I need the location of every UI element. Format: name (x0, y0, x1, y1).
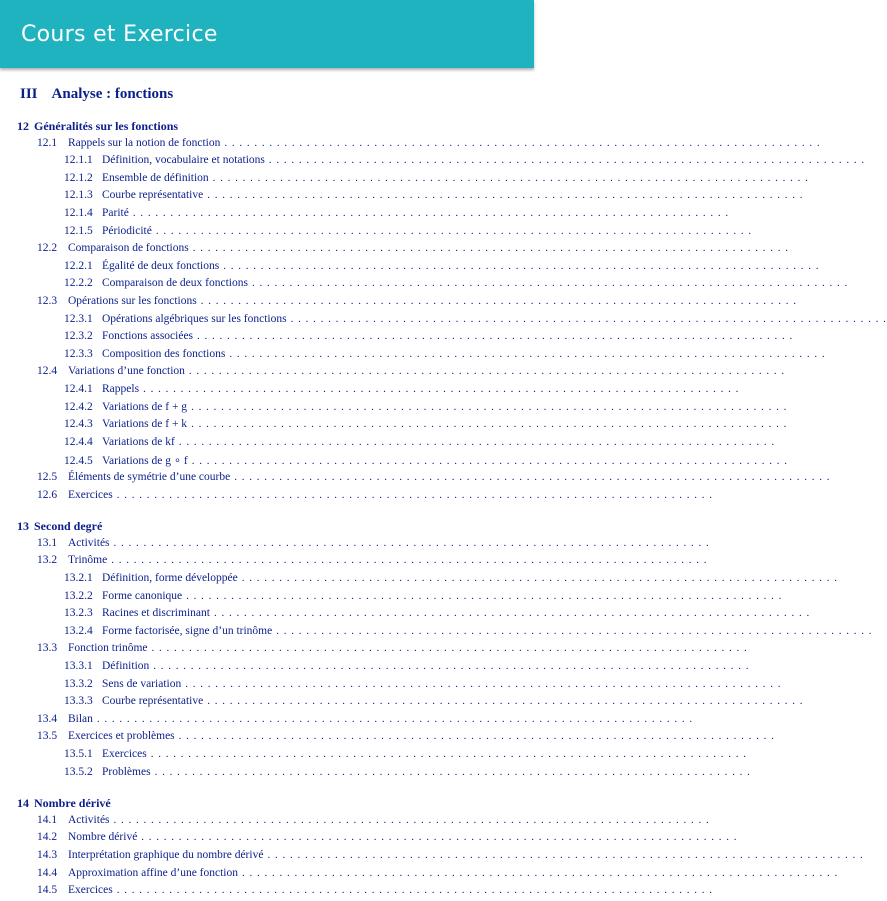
toc-section[interactable] (37, 136, 821, 154)
toc-title: Trinôme (68, 554, 108, 567)
app-bar (0, 0, 534, 68)
toc-leader-dots: . . . . . . . . . . . . . . . . . . . . . . . . . . . . . . . . . . . . . . . . . . . . . . . . . . . . . . . . . . . . . . . . . . . . . . . . . . . . . . . . (192, 242, 789, 255)
toc-title: Fonctions associées (102, 330, 194, 343)
toc-title: Composition des fonctions (102, 347, 226, 360)
toc-leader-dots: . . . . . . . . . . . . . . . . . . . . . . . . . . . . . . . . . . . . . . . . . . . . . . . . . . . . . . . . . . . . . . . . . . . . . . . . . . . . . . . . (178, 435, 776, 448)
toc-title: Interprétation graphique du nombre dérivé (68, 849, 264, 861)
app-title: Cours et Exercice (21, 21, 218, 47)
toc-leader-dots: . . . . . . . . . . . . . . . . . . . . . . . . . . . . . . . . . . . . . . . . . . . . . . . . . . . . . . . . . . . . . . . . . . . . . . . . . . . . . . . . (207, 695, 804, 708)
toc-number: 12.1.3 (64, 189, 93, 202)
toc-leader-dots: . . . . . . . . . . . . . . . . . . . . . . . . . . . . . . . . . . . . . . . . . . . . . . . . . . . . . . . . . . . . . . . . . . . . . . . . . . . . . . . . (229, 347, 826, 360)
toc-number: 12.2 (37, 242, 58, 255)
toc-title: Définition, forme développée (102, 572, 238, 584)
toc-leader-dots: . . . . . . . . . . . . . . . . . . . . . . . . . . . . . . . . . . . . . . . . . . . . . . . . . . . . . . . . . . . . . . . . . . . . . . . . . . . . . . . . (185, 677, 782, 690)
toc-subsection[interactable] (64, 224, 753, 242)
toc-subsection[interactable] (64, 347, 826, 365)
toc-leader-dots: . . . . . . . . . . . . . . . . . . . . . . . . . . . . . . . . . . . . . . . . . . . . . . . . . . . . . . . . . . . . . . . . . . . . . . . . . . . . . . . . (200, 295, 797, 307)
toc-number: 13.2.4 (64, 624, 93, 637)
toc-subsection[interactable] (64, 677, 782, 695)
toc-leader-dots: . . . . . . . . . . . . . . . . . . . . . . . . . . . . . . . . . . . . . . . . . . . . . . . . . . . . . . . . . . . . . . . . . . . . . . . . . . . . . . . . (224, 136, 821, 149)
toc-chapter[interactable] (17, 519, 528, 536)
toc-leader-dots: . . . . . . . . . . . . . . . . . . . . . . . . . . . . . . . . . . . . . . . . . . . . . . . . . . . . . . . . . . . . . . . . . . . . . . . . . . . . . . . . (191, 400, 788, 413)
toc-leader-dots: . . . . . . . . . . . . . . . . . . . . . . . . . . . . . . . . . . . . . . . . . . . . . . . . . . . . . . . . . . . . . . . . . . . . . . . . . . . . . . . . (234, 471, 831, 483)
toc-number: 13.1 (37, 536, 58, 549)
toc-leader-dots: . . . . . . . . . . . . . . . . . . . . . . . . . . . . . . . . . . . . . . . . . . . . . . . . . . . . . . . . . . . . . . . . . . . . . . . . . . . . . . . . (132, 207, 730, 219)
toc-leader-dots: . . . . . . . . . . . . . . . . . . . . . . . . . . . . . . . . . . . . . . . . . . . . . . . . . . . . . . . . . . . . . . . . . . . . . . . . . . . . . . . . (213, 607, 811, 620)
toc-subsection[interactable] (64, 277, 849, 294)
toc-subsection[interactable] (64, 748, 747, 765)
toc-title: Périodicité (102, 224, 152, 237)
toc-title: Variations de kf (102, 435, 175, 448)
toc-number: 13.2.2 (64, 589, 93, 602)
toc-leader-dots: . . . . . . . . . . . . . . . . . . . . . . . . . . . . . . . . . . . . . . . . . . . . . . . . . . . . . . . . . . . . . . . . . . . . . . . . . . . . . . . . (113, 536, 710, 549)
toc-title: Égalité de deux fonctions (102, 259, 220, 272)
toc-number: 13.3.3 (64, 695, 93, 708)
toc-title: Activités (68, 536, 110, 549)
toc-number: 12.1.1 (64, 154, 93, 167)
toc-leader-dots: . . . . . . . . . . . . . . . . . . . . . . . . . . . . . . . . . . . . . . . . . . . . . . . . . . . . . . . . . . . . . . . . . . . . . . . . . . . . . . . . (267, 849, 864, 861)
toc-number: 12.1.4 (64, 207, 93, 219)
toc-section[interactable] (37, 712, 694, 730)
toc-leader-dots: . . . . . . . . . . . . . . . . . . . . . . . . . . . . . . . . . . . . . . . . . . . . . . . . . . . . . . . . . . . . . . . . . . . . . . . . . . . . . . . . (251, 277, 849, 290)
toc-leader-dots: . . . . . . . . . . . . . . . . . . . . . . . . . . . . . . . . . . . . . . . . . . . . . . . . . . . . . . . . . . . . . . . . . . . . . . . . . . . . . . . . (151, 642, 748, 655)
toc-number: 14.2 (37, 831, 58, 844)
toc-title: Définition (102, 660, 150, 672)
toc-title: Parité (102, 207, 129, 219)
toc-title: Nombre dérivé (34, 796, 111, 811)
toc-section[interactable] (37, 884, 713, 901)
toc-title: Comparaison de deux fonctions (102, 277, 248, 290)
toc-leader-dots: . . . . . . . . . . . . . . . . . . . . . . . . . . . . . . . . . . . . . . . . . . . . . . . . . . . . . . . . . . . . . . . . . . . . . . . . . . . . . . . . (116, 488, 713, 501)
toc-title: Fonction trinôme (68, 642, 148, 655)
toc-subsection[interactable] (64, 572, 838, 589)
toc-leader-dots: . . . . . . . . . . . . . . . . . . . . . . . . . . . . . . . . . . . . . . . . . . . . . . . . . . . . . . . . . . . . . . . . . . . . . . . . . . . . . . . . (276, 624, 873, 637)
toc-section[interactable] (37, 365, 786, 382)
toc-leader-dots: . . . . . . . . . . . . . . . . . . . . . . . . . . . . . . . . . . . . . . . . . . . . . . . . . . . . . . . . . . . . . . . . . . . . . . . . . . . . . . . . (116, 884, 713, 897)
toc-number: 12.6 (37, 488, 58, 501)
toc-leader-dots: . . . . . . . . . . . . . . . . . . . . . . . . . . . . . . . . . . . . . . . . . . . . . . . . . . . . . . . . . . . . . . . . . . . . . . . . . . . . . . . . (111, 554, 708, 567)
toc-section[interactable] (37, 242, 789, 259)
toc-leader-dots: . . . . . . . . . . . . . . . . . . . . . . . . . . . . . . . . . . . . . . . . . . . . . . . . . . . . . . . . . . . . . . . . . . . . . . . . . . . . . . . . (141, 831, 738, 844)
toc-title: Rappels (102, 383, 140, 395)
toc-subsection[interactable] (64, 453, 789, 470)
toc-number: 12.4.5 (64, 455, 93, 468)
toc-leader-dots: . . . . . . . . . . . . . . . . . . . . . . . . . . . . . . . . . . . . . . . . . . . . . . . . . . . . . . . . . . . . . . . . . . . . . . . . . . . . . . . . (153, 660, 750, 672)
toc-number: 12.3 (37, 295, 58, 307)
toc-leader-dots: . . . . . . . . . . . . . . . . . . . . . . . . . . . . . . . . . . . . . . . . . . . . . . . . . . . . . . . . . . . . . . . . . . . . . . . . . . . . . . . . (188, 365, 786, 378)
toc-title: Problèmes (102, 765, 151, 778)
toc-title: Définition, vocabulaire et notations (102, 154, 265, 167)
toc-number: 12.2.2 (64, 277, 93, 290)
toc-title: Racines et discriminant (102, 607, 210, 620)
toc-leader-dots: . . . . . . . . . . . . . . . . . . . . . . . . . . . . . . . . . . . . . . . . . . . . . . . . . . . . . . . . . . . . . . . . . . . . . . . . . . . . . . . . (155, 224, 753, 237)
toc-subsection[interactable] (64, 695, 804, 712)
toc-leader-dots: . . . . . . . . . . . . . . . . . . . . . . . . . . . . . . . . . . . . . . . . . . . . . . . . . . . . . . . . . . . . . . . . . . . . . . . . . . . . . . . . (150, 748, 747, 760)
toc-number: 12.4.1 (64, 383, 93, 395)
part-heading (20, 86, 173, 103)
toc-number: 13.2.1 (64, 572, 93, 584)
toc-subsection[interactable] (64, 189, 804, 206)
toc-leader-dots: . . . . . . . . . . . . . . . . . . . . . . . . . . . . . . . . . . . . . . . . . . . . . . . . . . . . . . . . . . . . . . . . . . . . . . . . . . . . . . . . (197, 330, 794, 343)
toc-number: 13.5.2 (64, 765, 93, 778)
toc-section[interactable] (37, 488, 713, 506)
toc-number: 13 (17, 519, 29, 534)
toc-number: 13.4 (37, 712, 58, 725)
toc-title: Activités (68, 813, 110, 826)
toc-subsection[interactable] (64, 171, 809, 189)
toc-title: Variations d’une fonction (68, 365, 185, 378)
toc-title: Exercices (102, 748, 147, 760)
toc-section[interactable] (37, 642, 748, 659)
toc-number: 13.2 (37, 554, 58, 567)
toc-leader-dots: . . . . . . . . . . . . . . . . . . . . . . . . . . . . . . . . . . . . . . . . . . . . . . . . . . . . . . . . . . . . . . . . . . . . . . . . . . . . . . . . (96, 712, 694, 725)
toc-title: Exercices (68, 884, 113, 897)
toc-subsection[interactable] (64, 400, 788, 418)
toc-subsection[interactable] (64, 383, 740, 400)
toc-title: Variations de f + k (102, 418, 188, 431)
toc-number: 12.2.1 (64, 259, 93, 272)
toc-title: Ensemble de définition (102, 171, 209, 184)
toc-title: Opérations algébriques sur les fonctions (102, 312, 287, 325)
toc-number: 13.5.1 (64, 748, 93, 760)
toc-section[interactable] (37, 536, 710, 554)
toc-number: 14.1 (37, 813, 58, 826)
toc-subsection[interactable] (64, 607, 811, 624)
toc-number: 12.4.3 (64, 418, 93, 431)
toc-number: 12.3.3 (64, 347, 93, 360)
toc-title: Approximation affine d’une fonction (68, 866, 239, 879)
toc-number: 14.3 (37, 849, 58, 861)
toc-page[interactable] (0, 68, 887, 900)
toc-section[interactable] (37, 813, 710, 831)
toc-number: 12.5 (37, 471, 58, 483)
toc-subsection[interactable] (64, 312, 887, 330)
toc-subsection[interactable] (64, 418, 788, 435)
toc-chapter[interactable] (17, 119, 528, 136)
toc-section[interactable] (37, 730, 775, 747)
toc-leader-dots: . . . . . . . . . . . . . . . . . . . . . . . . . . . . . . . . . . . . . . . . . . . . . . . . . . . . . . . . . . . . . . . . . . . . . . . . . . . . . . . . (154, 765, 751, 778)
toc-number: 12.4.2 (64, 400, 93, 413)
toc-section[interactable] (37, 554, 708, 571)
part-title: Analyse : fonctions (51, 86, 174, 102)
toc-subsection[interactable] (64, 435, 776, 453)
toc-number: 12.4.4 (64, 435, 93, 448)
part-number: III (20, 86, 38, 102)
toc-title: Exercices et problèmes (68, 730, 175, 743)
toc-leader-dots: . . . . . . . . . . . . . . . . . . . . . . . . . . . . . . . . . . . . . . . . . . . . . . . . . . . . . . . . . . . . . . . . . . . . . . . . . . . . . . . . (223, 259, 820, 272)
toc-title: Forme canonique (102, 589, 183, 602)
toc-section[interactable] (37, 295, 797, 312)
toc-leader-dots: . . . . . . . . . . . . . . . . . . . . . . . . . . . . . . . . . . . . . . . . . . . . . . . . . . . . . . . . . . . . . . . . . . . . . . . . . . . . . . . . (178, 730, 775, 743)
toc-title: Second degré (34, 519, 103, 534)
appbar-shadow (0, 68, 534, 72)
toc-title: Éléments de symétrie d’une courbe (68, 471, 231, 483)
toc-number: 12.1.5 (64, 224, 93, 237)
toc-title: Courbe représentative (102, 695, 204, 708)
toc-subsection[interactable] (64, 765, 751, 783)
toc-leader-dots: . . . . . . . . . . . . . . . . . . . . . . . . . . . . . . . . . . . . . . . . . . . . . . . . . . . . . . . . . . . . . . . . . . . . . . . . . . . . . . . . (290, 312, 887, 325)
toc-leader-dots: . . . . . . . . . . . . . . . . . . . . . . . . . . . . . . . . . . . . . . . . . . . . . . . . . . . . . . . . . . . . . . . . . . . . . . . . . . . . . . . . (207, 189, 804, 202)
toc-number: 14 (17, 796, 29, 811)
toc-section[interactable] (37, 866, 839, 884)
toc-subsection[interactable] (64, 624, 873, 642)
toc-leader-dots: . . . . . . . . . . . . . . . . . . . . . . . . . . . . . . . . . . . . . . . . . . . . . . . . . . . . . . . . . . . . . . . . . . . . . . . . . . . . . . . . (268, 154, 866, 167)
toc-title: Courbe représentative (102, 189, 204, 202)
toc-number: 14.4 (37, 866, 58, 879)
toc-title: Rappels sur la notion de fonction (68, 136, 221, 149)
toc-subsection[interactable] (64, 660, 750, 677)
toc-section[interactable] (37, 471, 831, 488)
toc-title: Variations de f + g (102, 400, 188, 413)
toc-title: Forme factorisée, signe d’un trinôme (102, 624, 273, 637)
toc-title: Bilan (68, 712, 93, 725)
toc-leader-dots: . . . . . . . . . . . . . . . . . . . . . . . . . . . . . . . . . . . . . . . . . . . . . . . . . . . . . . . . . . . . . . . . . . . . . . . . . . . . . . . . (241, 572, 838, 584)
toc-number: 12.3.2 (64, 330, 93, 343)
toc-title: Opérations sur les fonctions (68, 295, 197, 307)
toc-number: 12.3.1 (64, 312, 93, 325)
toc-leader-dots: . . . . . . . . . . . . . . . . . . . . . . . . . . . . . . . . . . . . . . . . . . . . . . . . . . . . . . . . . . . . . . . . . . . . . . . . . . . . . . . . (186, 589, 783, 602)
toc-number: 13.3 (37, 642, 58, 655)
toc-number: 14.5 (37, 884, 58, 897)
toc-leader-dots: . . . . . . . . . . . . . . . . . . . . . . . . . . . . . . . . . . . . . . . . . . . . . . . . . . . . . . . . . . . . . . . . . . . . . . . . . . . . . . . . (242, 866, 839, 879)
toc-subsection[interactable] (64, 589, 783, 607)
toc-subsection[interactable] (64, 330, 794, 347)
toc-subsection[interactable] (64, 259, 820, 277)
toc-chapter[interactable] (17, 796, 528, 813)
toc-number: 12.4 (37, 365, 58, 378)
toc-title: Exercices (68, 488, 113, 501)
toc-number: 12.1.2 (64, 171, 93, 184)
toc-section[interactable] (37, 849, 864, 866)
toc-title: Nombre dérivé (68, 831, 138, 844)
toc-leader-dots: . . . . . . . . . . . . . . . . . . . . . . . . . . . . . . . . . . . . . . . . . . . . . . . . . . . . . . . . . . . . . . . . . . . . . . . . . . . . . . . . (212, 171, 809, 184)
toc-title: Variations de g ∘ f (102, 455, 188, 468)
toc-number: 13.3.1 (64, 660, 93, 672)
toc-number: 13.2.3 (64, 607, 93, 620)
toc-number: 12 (17, 119, 29, 133)
toc-leader-dots: . . . . . . . . . . . . . . . . . . . . . . . . . . . . . . . . . . . . . . . . . . . . . . . . . . . . . . . . . . . . . . . . . . . . . . . . . . . . . . . . (113, 813, 710, 826)
toc-leader-dots: . . . . . . . . . . . . . . . . . . . . . . . . . . . . . . . . . . . . . . . . . . . . . . . . . . . . . . . . . . . . . . . . . . . . . . . . . . . . . . . . (191, 418, 788, 431)
toc-subsection[interactable] (64, 154, 866, 171)
toc-title: Comparaison de fonctions (68, 242, 189, 255)
toc-leader-dots: . . . . . . . . . . . . . . . . . . . . . . . . . . . . . . . . . . . . . . . . . . . . . . . . . . . . . . . . . . . . . . . . . . . . . . . . . . . . . . . . (191, 455, 789, 468)
toc-subsection[interactable] (64, 207, 730, 224)
toc-number: 12.1 (37, 136, 58, 149)
toc-title: Généralités sur les fonctions (34, 119, 179, 133)
toc-title: Sens de variation (102, 677, 182, 690)
toc-leader-dots: . . . . . . . . . . . . . . . . . . . . . . . . . . . . . . . . . . . . . . . . . . . . . . . . . . . . . . . . . . . . . . . . . . . . . . . . . . . . . . . . (143, 383, 740, 395)
toc-section[interactable] (37, 831, 738, 848)
toc-number: 13.3.2 (64, 677, 93, 690)
toc-number: 13.5 (37, 730, 58, 743)
